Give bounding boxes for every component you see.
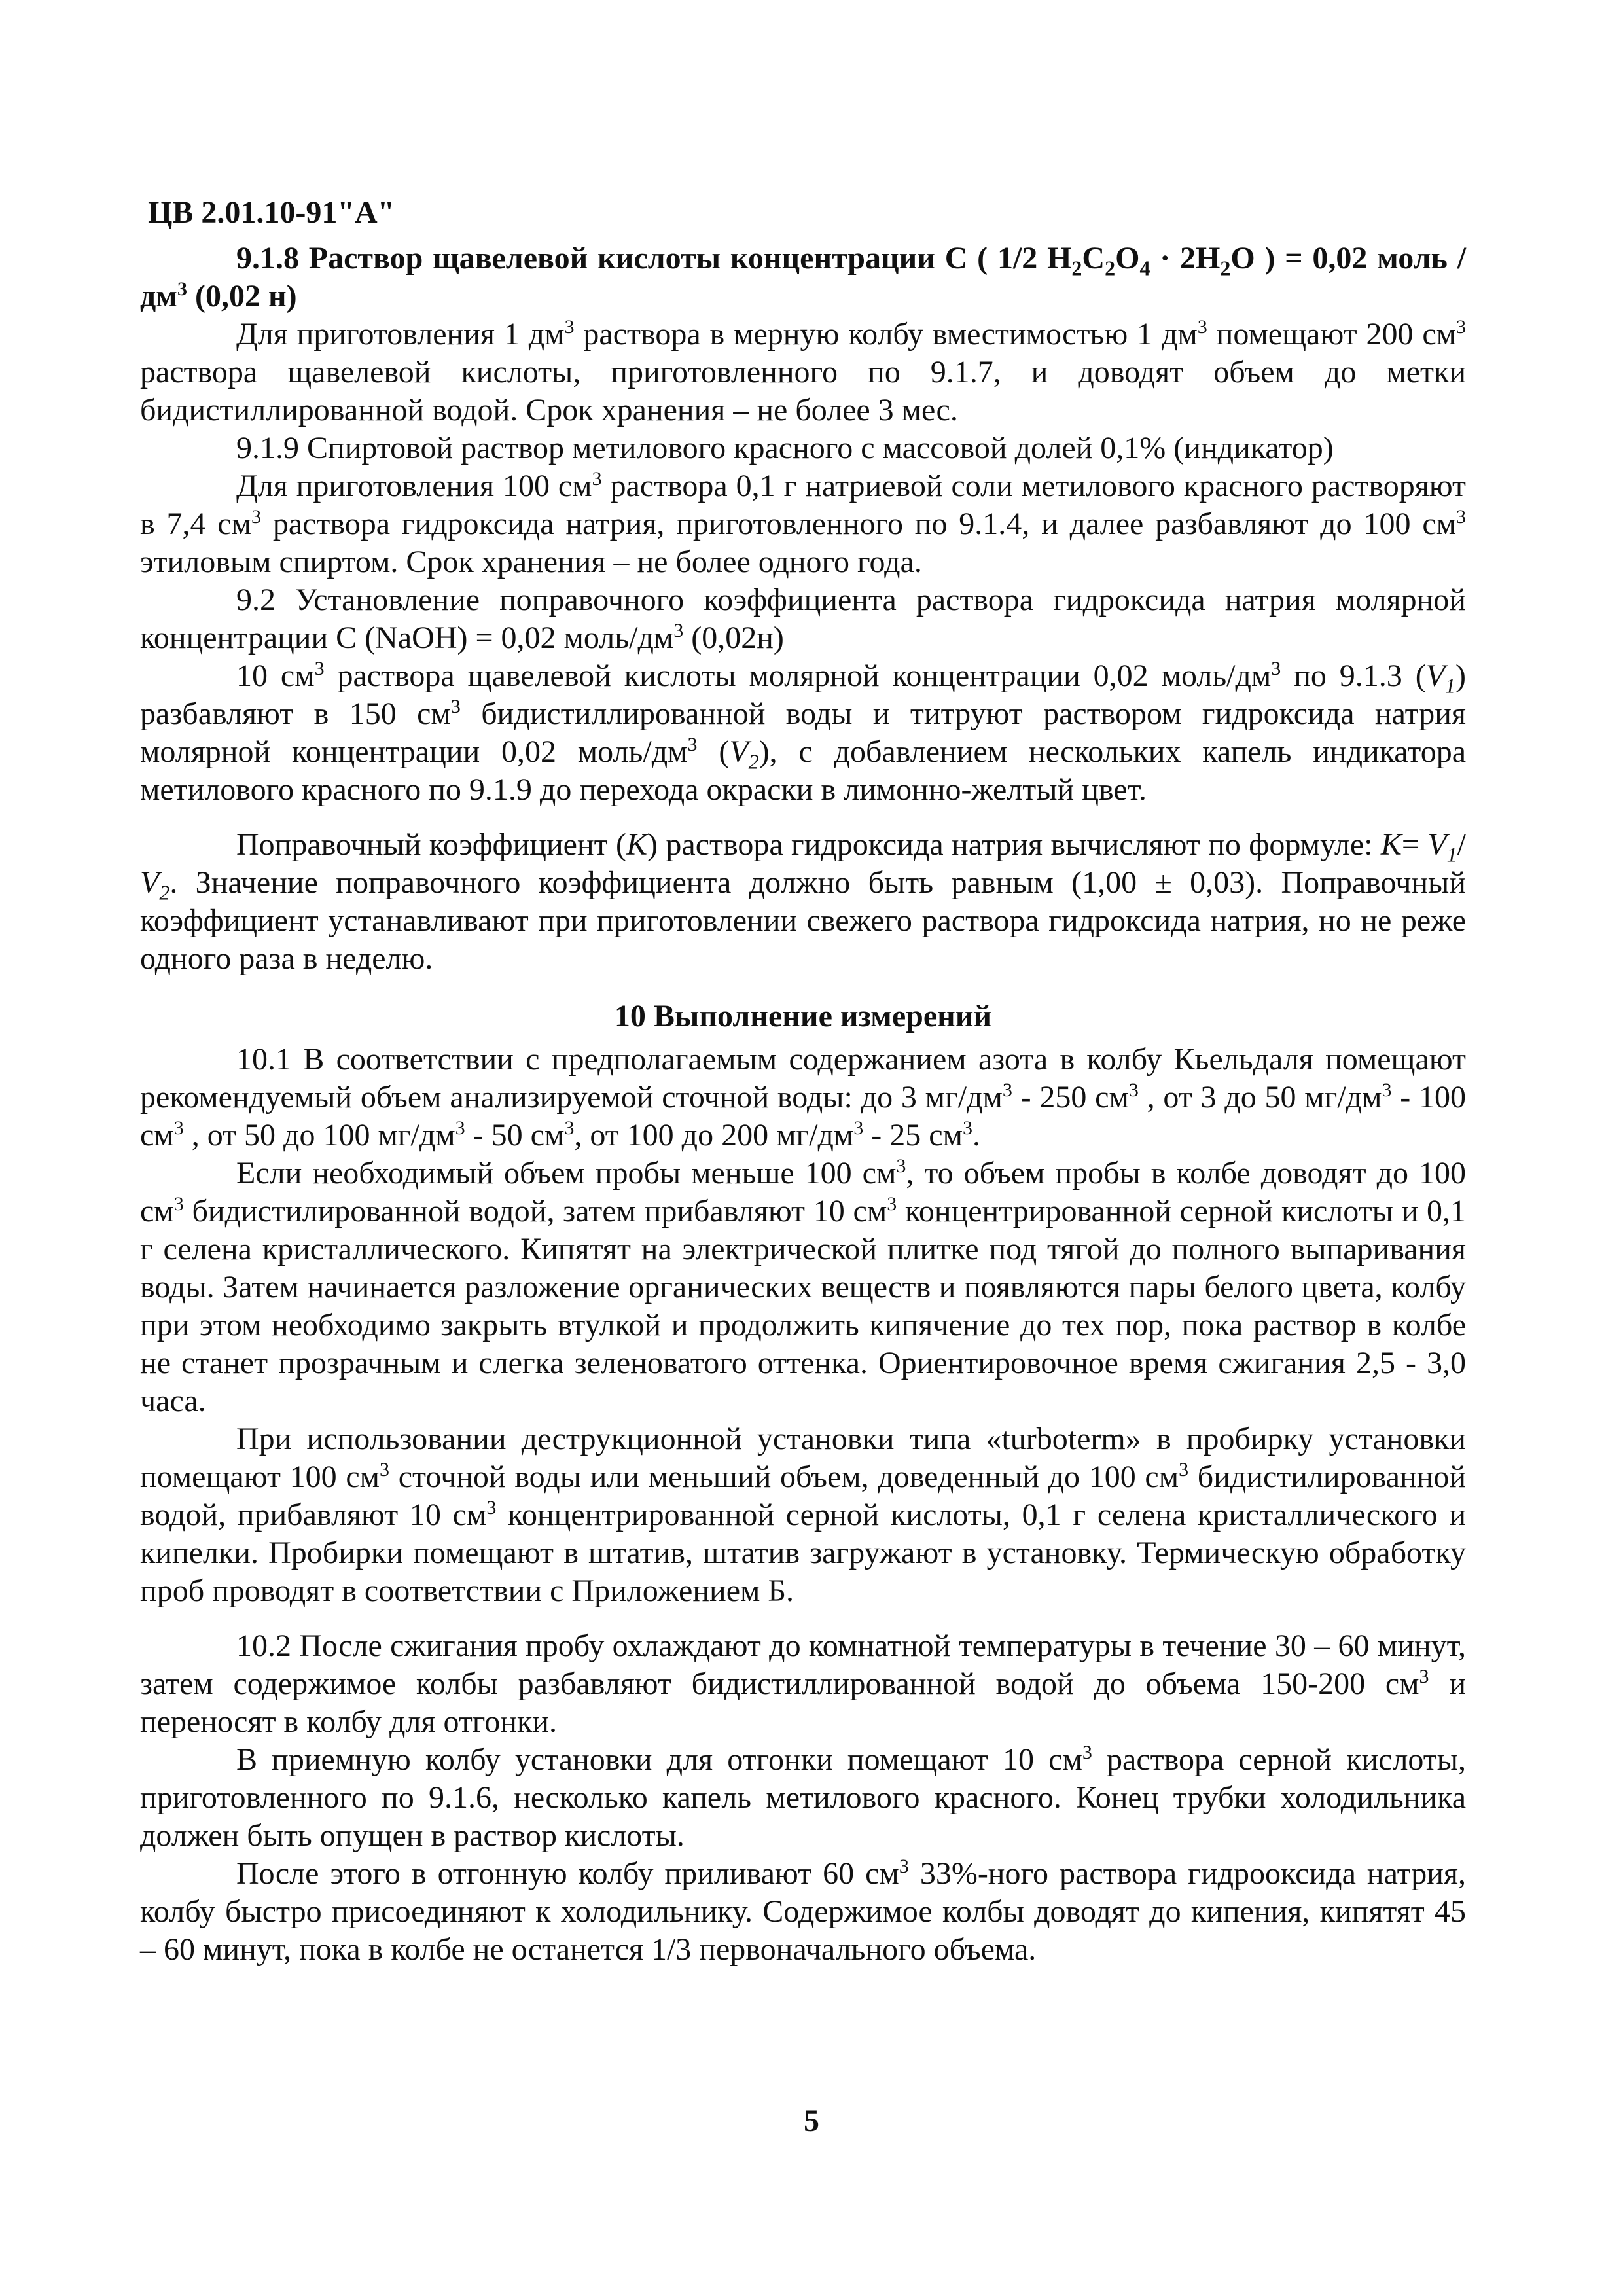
text-run: 1 (1445, 673, 1456, 698)
text-run: После этого в отгонную колбу приливают 60 см (236, 1856, 899, 1891)
text-run: бидистилированной водой, прибавляют 10 см (140, 1460, 1466, 1532)
text-run: 3 (173, 1117, 184, 1139)
text-run: 3 (1179, 1459, 1189, 1480)
text-run: . (972, 1118, 980, 1153)
text-run: 9.2 Установление поправочного коэффициента раствора гидроксида натрия молярной концентрации С (NaOH) = 0,02 моль/дм (140, 583, 1466, 655)
text-run: раствора щавелевой кислоты молярной концентрации 0,02 моль/дм (324, 658, 1272, 693)
text-run: раствора щавелевой кислоты, приготовленного по 9.1.7, и доводят объем до метки бидистиллированной водой. Срок хранения – не более 3 мес. (140, 355, 1466, 427)
text-run: концентрированной серной кислоты и 0,1 г селена кристаллического. Кипятят на электрической плитке под тягой до полного выпаривания воды. Затем начинается разложение органических веществ и появляются пары белого цвета, колбу при этом необходимо закрыть втулкой и продолжить кипячение до тех пор, пока раствор в колбе не станет прозрачным и слегка зеленоватого оттенка. Ориентировочное время сжигания 2,5 - 3,0 часа. (140, 1194, 1467, 1418)
text-run: K (626, 827, 648, 862)
paragraph (140, 429, 1466, 467)
text-run: Поправочный коэффициент ( (236, 827, 627, 862)
text-run: 3 (687, 734, 698, 755)
text-run: сточной воды или меньший объем, доведенный до 100 см (389, 1460, 1179, 1494)
text-run: 3 (564, 316, 575, 338)
text-run: (0,02 н) (187, 279, 297, 314)
paragraph (140, 1855, 1466, 1969)
paragraph (140, 1041, 1466, 1155)
text-run: O (1115, 241, 1140, 276)
text-run: 3 (1271, 658, 1281, 679)
text-run: , от 3 до 50 мг/дм (1138, 1080, 1382, 1115)
text-run: · 2H (1150, 241, 1221, 276)
text-run: 2 (748, 749, 759, 774)
text-run: раствора гидроксида натрия, приготовленного по 9.1.4, и далее разбавляют до 100 см (261, 507, 1457, 541)
text-run: , от 100 до 200 мг/дм (574, 1118, 854, 1153)
text-run: раствора 0,1 г натриевой соли метилового красного растворяют в 7,4 см (140, 469, 1466, 541)
text-run: K (1380, 827, 1402, 862)
text-run: 3 (1128, 1079, 1139, 1101)
text-run: концентрированной серной кислоты, 0,1 г селена кристаллического и кипелки. Пробирки помещают в штатив, штатив загружают в установку. Термическую обработку проб проводят в соответствии с Приложением Б. (140, 1498, 1467, 1608)
paragraph (140, 581, 1466, 657)
text-run: 3 (1382, 1079, 1392, 1101)
text-run: Для приготовления 100 см (236, 469, 592, 503)
text-run: 2 (1105, 256, 1116, 280)
text-run: - 50 см (465, 1118, 565, 1153)
section-heading (140, 997, 1466, 1035)
text-run: ) раствора гидроксида натрия вычисляют по формуле: (647, 827, 1381, 862)
paragraph (140, 1741, 1466, 1855)
text-run: - 25 см (863, 1118, 963, 1153)
paragraph (140, 657, 1466, 809)
text-run: - 250 см (1012, 1080, 1129, 1115)
text-run: / (1457, 827, 1466, 862)
text-run: 3 (887, 1193, 897, 1215)
text-run: 3 (896, 1155, 906, 1177)
text-run: 10 Выполнение измерений (614, 999, 992, 1033)
paragraph (140, 1420, 1466, 1610)
text-run: 3 (1002, 1079, 1012, 1101)
text-run: ( (697, 734, 730, 769)
paragraph (140, 1155, 1466, 1420)
text-run: 3 (314, 658, 325, 679)
text-run: 3 (450, 696, 461, 717)
document-body (140, 240, 1466, 1969)
text-run: 10 см (236, 658, 315, 693)
text-run: 33%-ного раствора гидрооксида натрия, колбу быстро присоединяют к холодильнику. Содержимое колбы доводят до кипения, кипятят 45 – 60 минут, пока в колбе не останется 1/3 первоначального объема. (140, 1856, 1467, 1967)
text-run: 3 (564, 1117, 575, 1139)
text-run: O ) = 0,02 моль / дм (140, 241, 1467, 314)
text-run: V (140, 865, 160, 900)
text-run: этиловым спиртом. Срок хранения – не более одного года. (140, 545, 922, 579)
text-run: , то объем пробы в колбе доводят до 100 см (140, 1156, 1466, 1229)
text-run: по 9.1.3 ( (1281, 658, 1426, 693)
text-run: 2 (1220, 256, 1231, 280)
text-run: раствора в мерную колбу вместимостью 1 дм (574, 317, 1198, 351)
text-run: 2 (1071, 256, 1082, 280)
text-run: . Значение поправочного коэффициента должно быть равным (1,00 ± 0,03). Поправочный коэффициент устанавливают при приготовлении свежего раствора гидроксида натрия, но не реже одного раза в неделю. (140, 865, 1466, 976)
paragraph (140, 1627, 1466, 1741)
text-run: 1 (1446, 842, 1457, 867)
text-run: 3 (673, 620, 684, 641)
text-run: и переносят в колбу для отгонки. (140, 1666, 1467, 1739)
text-run: помещают 200 см (1207, 317, 1457, 351)
text-run: 3 (1456, 506, 1467, 528)
paragraph (140, 240, 1466, 315)
text-run: V (1427, 827, 1447, 862)
text-run: 3 (380, 1459, 389, 1480)
text-run: V (1425, 658, 1446, 693)
text-run: , от 50 до 100 мг/дм (183, 1118, 455, 1153)
paragraph (140, 315, 1466, 429)
text-run: (0,02н) (683, 620, 784, 655)
text-run: 3 (177, 278, 187, 300)
text-run: 3 (1456, 316, 1467, 338)
document-header: ЦВ 2.01.10-91"А" (148, 195, 395, 230)
text-run: 2 (159, 880, 170, 905)
text-run: В приемную колбу установки для отгонки помещают 10 см (236, 1742, 1082, 1777)
text-run: 3 (853, 1117, 864, 1139)
text-run: 10.1 В соответствии с предполагаемым содержанием азота в колбу Кьельдаля помещают рекомендуемый объем анализируемой сточной воды: до 3 мг/дм (140, 1042, 1466, 1115)
text-run: = (1401, 827, 1428, 862)
text-run: 3 (455, 1117, 465, 1139)
text-run: Для приготовления 1 дм (236, 317, 565, 351)
text-run: 9.1.8 Раствор щавелевой кислоты концентрации С ( 1/2 H (236, 241, 1072, 276)
text-run: 3 (1419, 1666, 1429, 1687)
text-run: бидистилированной водой, затем прибавляют 10 см (183, 1194, 887, 1229)
text-run: - 100 см (140, 1080, 1466, 1153)
page-number: 5 (804, 2104, 819, 2138)
text-run: 3 (962, 1117, 972, 1139)
paragraph (140, 467, 1466, 581)
text-run: 3 (173, 1193, 184, 1215)
text-run: 3 (592, 468, 602, 490)
text-run: 10.2 После сжигания пробу охлаждают до комнатной температуры в течение 30 – 60 минут, затем содержимое колбы разбавляют бидистиллированной водой до объема 150-200 см (140, 1628, 1466, 1701)
text-run: 3 (486, 1497, 497, 1518)
text-run: C (1082, 241, 1105, 276)
text-run: 3 (899, 1856, 909, 1877)
text-run: V (729, 734, 749, 769)
text-run: 4 (1139, 256, 1150, 280)
text-run: ) разбавляют в 150 см (140, 658, 1466, 731)
text-run: При использовании деструкционной установки типа «turboterm» в пробирку установки помещают 100 см (140, 1422, 1466, 1494)
text-run: 3 (1082, 1742, 1092, 1763)
text-run: Если необходимый объем пробы меньше 100 см (236, 1156, 897, 1191)
text-run: 9.1.9 Спиртовой раствор метилового красного с массовой долей 0,1% (индикатор) (236, 431, 1334, 465)
text-run: 3 (1197, 316, 1207, 338)
text-run: ), с добавлением нескольких капель индикатора метилового красного по 9.1.9 до перехода окраски в лимонно-желтый цвет. (140, 734, 1467, 807)
paragraph (140, 826, 1466, 978)
text-run: раствора серной кислоты, приготовленного по 9.1.6, несколько капель метилового красного. Конец трубки холодильника должен быть опущен в раствор кислоты. (140, 1742, 1467, 1853)
text-run: бидистиллированной воды и титруют раствором гидроксида натрия молярной концентрации 0,02 моль/дм (140, 696, 1467, 769)
text-run: 3 (251, 506, 261, 528)
